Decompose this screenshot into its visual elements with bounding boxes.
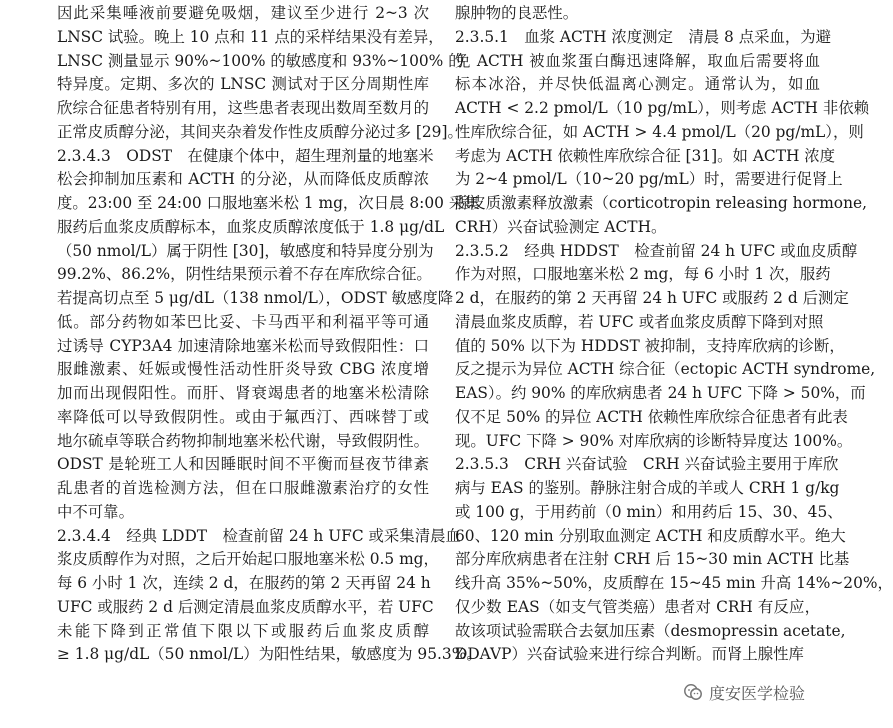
text-line: 浆皮质醇作为对照，之后开始起口服地塞米松 0.5 mg，: [57, 550, 439, 569]
text-line: 仅不足 50% 的异位 ACTH 依赖性库欣综合征患者有此表: [455, 407, 848, 426]
text-line: 度。23:00 至 24:00 口服地塞米松 1 mg，次日晨 8:00 采集: [57, 194, 480, 212]
text-line: 服雌激素、妊娠或慢性活动性肝炎导致 CBG 浓度增: [57, 360, 429, 379]
text-line: 松会抑制加压素和 ACTH 的分泌，从而降低皮质醇浓: [57, 170, 429, 189]
text-line: DDAVP）兴奋试验来进行综合判断。而肾上腺性库: [455, 645, 804, 664]
text-line: LNSC 试验。晚上 10 点和 11 点的采样结果没有差异，: [57, 27, 444, 46]
text-line: ACTH < 2.2 pmol/L（10 pg/mL），则考虑 ACTH 非依赖: [455, 99, 870, 117]
text-line: 特异度。定期、多次的 LNSC 测试对于区分周期性库: [57, 75, 429, 94]
text-line: 性库欣综合征，如 ACTH > 4.4 pmol/L（20 pg/mL），则: [455, 122, 864, 141]
text-line: 中不可靠。: [57, 502, 134, 521]
text-line: 病与 EAS 的鉴别。静脉注射合成的羊或人 CRH 1 g/kg: [455, 479, 840, 497]
text-line: 2.3.5.3 CRH 兴奋试验 CRH 兴奋试验主要用于库欣: [455, 455, 839, 474]
text-line: CRH）兴奋试验测定 ACTH。: [455, 217, 667, 236]
wechat-icon: [683, 682, 703, 702]
text-line: 或 100 g，于用药前（0 min）和用药后 15、30、45、: [455, 502, 843, 521]
text-line: 故该项试验需联合去氨加压素（desmopressin acetate,: [455, 621, 846, 640]
text-line: 现。UFC 下降 > 90% 对库欣病的诊断特异度达 100%。: [455, 431, 853, 450]
text-line: 作为对照，口服地塞米松 2 mg，每 6 小时 1 次，服药: [455, 265, 831, 284]
text-line: 部分库欣病患者在注射 CRH 后 15~30 min ACTH 比基: [455, 550, 850, 569]
text-line: 过诱导 CYP3A4 加速清除地塞米松而导致假阳性：口: [57, 336, 429, 355]
text-line: EAS）。约 90% 的库欣病患者 24 h UFC 下降 > 50%，而: [455, 384, 866, 402]
text-line: 标本冰浴，并尽快低温离心测定。通常认为，如血: [455, 75, 820, 94]
text-line: 99.2%、86.2%，阴性结果预示着不存在库欣综合征。: [57, 265, 432, 284]
text-line: 加而出现假阳性。而肝、肾衰竭患者的地塞米松清除: [57, 384, 429, 402]
text-line: 2.3.5.1 血浆 ACTH 浓度测定 清晨 8 点采血，为避: [455, 27, 832, 46]
text-line: 2.3.4.4 经典 LDDT 检查前留 24 h UFC 或采集清晨血: [57, 526, 461, 545]
watermark: [683, 681, 805, 703]
text-line: 未能下降到正常值下限以下或服药后血浆皮质醇: [57, 621, 429, 640]
text-line: 考虑为 ACTH 依赖性库欣综合征 [31]。如 ACTH 浓度: [455, 146, 836, 165]
text-line: 2.3.4.3 ODST 在健康个体中，超生理剂量的地塞米: [57, 146, 434, 165]
text-line: 线升高 35%~50%，皮质醇在 15~45 min 升高 14%~20%，: [455, 574, 893, 592]
text-line: 反之提示为异位 ACTH 综合征（ectopic ACTH syndrome,: [455, 360, 876, 379]
text-line: 2.3.5.2 经典 HDDST 检查前留 24 h UFC 或血皮质醇: [455, 241, 858, 260]
left-column: [57, 2, 482, 667]
text-line: 正常皮质醇分泌，其间夹杂着发作性皮质醇分泌过多 [29]。: [57, 122, 463, 141]
text-line: 率降低可以导致假阴性。或由于氟西汀、西咪替丁或: [57, 407, 429, 426]
text-line: 免 ACTH 被血浆蛋白酶迅速降解，取血后需要将血: [455, 51, 820, 70]
text-line: 乱患者的首选检测方法，但在口服雌激素治疗的女性: [57, 479, 429, 497]
text-line: （50 nmol/L）属于阴性 [30]，敏感度和特异度分别为: [57, 241, 434, 260]
text-line: 低。部分药物如苯巴比妥、卡马西平和利福平等可通: [57, 312, 429, 331]
text-line: 腺皮质激素释放激素（corticotropin releasing hormone,: [455, 194, 867, 212]
text-line: ODST 是轮班工人和因睡眠时间不平衡而昼夜节律紊: [57, 455, 429, 474]
text-line: 因此采集唾液前要避免吸烟，建议至少进行 2~3 次: [57, 4, 429, 22]
text-line: 值的 50% 以下为 HDDST 被抑制，支持库欣病的诊断，: [455, 336, 845, 355]
text-line: LNSC 测量显示 90%~100% 的敏感度和 93%~100% 的: [57, 51, 464, 70]
text-line: 60、120 min 分别取血测定 ACTH 和皮质醇水平。绝大: [455, 526, 846, 545]
text-line: UFC 或服药 2 d 后测定清晨血浆皮质醇水平，若 UFC: [57, 597, 434, 616]
text-line: ≥ 1.8 μg/dL（50 nmol/L）为阳性结果，敏感度为 95.3%。: [57, 645, 482, 664]
text-line: 若提高切点至 5 μg/dL（138 nmol/L），ODST 敏感度降: [57, 289, 454, 307]
text-line: 2 d，在服药的第 2 天再留 24 h UFC 或服药 2 d 后测定: [455, 289, 849, 307]
text-line: 为 2~4 pmol/L（10~20 pg/mL）时，需要进行促肾上: [455, 170, 843, 189]
text-line: 清晨血浆皮质醇，若 UFC 或者血浆皮质醇下降到对照: [455, 312, 824, 331]
right-column: [455, 2, 893, 667]
text-line: 仅少数 EAS（如支气管类癌）患者对 CRH 有反应，: [455, 597, 820, 616]
text-line: 腺肿物的良恶性。: [455, 4, 579, 22]
text-line: 地尔硫卓等联合药物抑制地塞米松代谢，导致假阴性。: [57, 431, 429, 450]
text-line: 每 6 小时 1 次，连续 2 d，在服药的第 2 天再留 24 h: [57, 574, 431, 592]
text-line: 服药后血浆皮质醇标本，血浆皮质醇浓度低于 1.8 μg/dL: [57, 217, 445, 236]
text-line: 欣综合征患者特别有用，这些患者表现出数周至数月的: [57, 99, 429, 117]
watermark-text: 度安医学检验: [709, 683, 806, 703]
